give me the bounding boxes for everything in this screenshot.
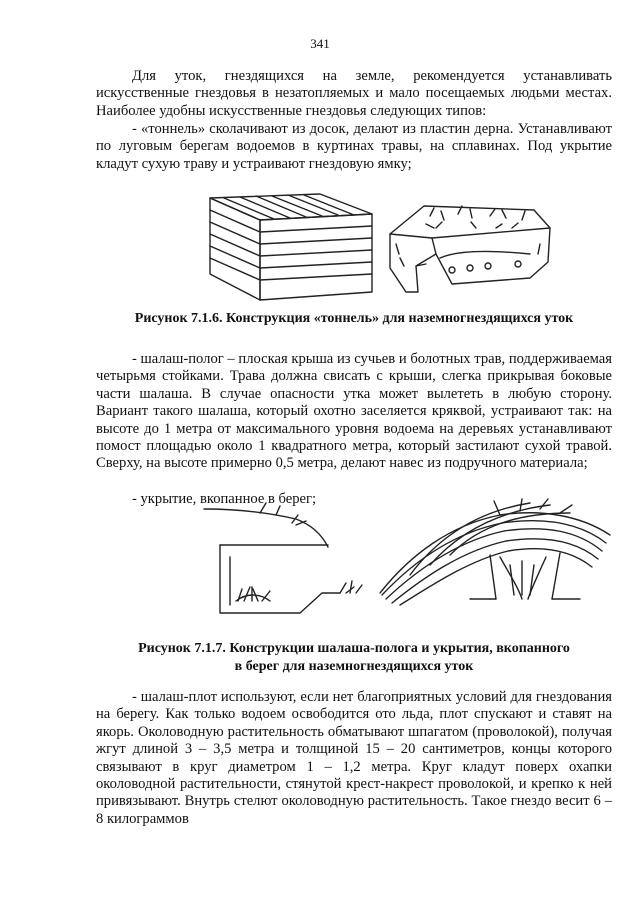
figure-canopy-dugout-illustration — [200, 495, 620, 629]
page-number: 341 — [310, 36, 330, 51]
canopy-hut-drawing — [380, 499, 610, 605]
paragraph-dugout: - укрытие, вкопанное в берег; — [132, 491, 317, 507]
figure-caption-canopy: Рисунок 7.1.7. Конструкции шалаша-полога и укрытия, вкопанного — [138, 641, 570, 656]
plank-tunnel-drawing — [210, 194, 372, 300]
figure-tunnel-illustration — [200, 188, 560, 310]
dugout-shelter-drawing — [204, 503, 362, 613]
figure-caption-canopy-line2: в берег для наземногнездящихся уток — [234, 659, 474, 674]
paragraph-tunnel: - «тоннель» сколачивают из досок, делают из пластин дерна. Устанавливают по луговым берегам водоемов в куртинах травы, на сплавинах. Под укрытие кладут сухую траву и устраивают гнездовую ямку; — [96, 121, 612, 172]
paragraph-raft: - шалаш-плот используют, если нет благоприятных условий для гнездования на берегу. Как только водоем освободится ото льда, плот спускают и ставят на якорь. Околоводную растительность обматывают шпагатом (проволокой), получая жгут длиной 3 – 3,5 метра и толщиной 15 – 20 сантиметров, концы которого связывают в круг диаметром 1 – 1,2 метра. Круг кладут поверх охапки околоводной растительности, стянутой крест-накрест проволокой, и крепко к ней привязывают. Внутрь стелют околоводную растительность. Такое гнездо весит 6 – 8 килограммов — [96, 689, 612, 827]
figure-caption-tunnel: Рисунок 7.1.6. Конструкция «тоннель» для наземногнездящихся уток — [134, 311, 574, 326]
paragraph-canopy: - шалаш-полог – плоская крыша из сучьев и болотных трав, поддерживаемая четырьмя стойками. Трава должна свисать с крыши, слегка прикрывая боковые части шалаша. В случае опасности утка может вылететь в любую сторону. Вариант такого шалаша, который охотно заселяется кряквой, устраивают так: на высоте до 1 метра от максимального уровня водоема на деревьях устанавливают помост площадью около 1 квадратного метра, который застилают сухой травой. Сверху, на высоте примерно 0,5 метра, делают навес из подручного материала; — [96, 351, 612, 472]
sod-tunnel-drawing — [390, 206, 550, 292]
paragraph-intro: Для уток, гнездящихся на земле, рекомендуется устанавливать искусственные гнездовья в незатопляемых и мало посещаемых людьми местах. Наиболее удобны искусственные гнездовья следующих типов: — [96, 68, 612, 119]
